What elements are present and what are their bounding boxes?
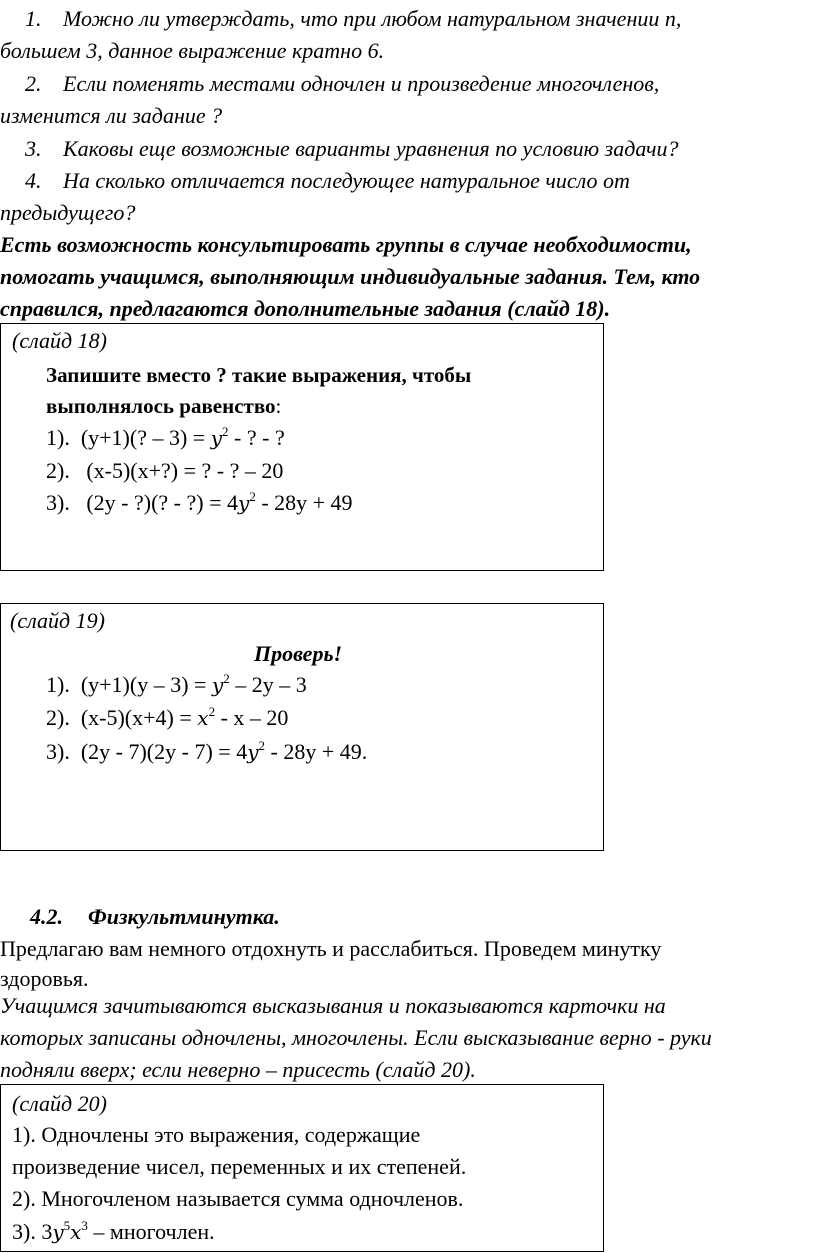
section-heading: 4.2. Физкультминутка. [30, 904, 280, 929]
slide-19-title: Проверь! [254, 641, 343, 666]
question-3-line1: 3. Каковы еще возможные варианты уравнения по условию задачи? [25, 136, 679, 161]
consult-text-line3: справился, предлагаются дополнительные задания (слайд 18). [0, 296, 611, 321]
slide-18-heading-line1: Запишите вместо ? такие выражения, чтобы [46, 363, 472, 387]
slide-19-label: (слайд 19) [10, 608, 105, 633]
slide-20-box [0, 1084, 604, 1252]
slide-19-item-3: 3). $(2y - 7)(2y - 7) = 4y^2 - 28y + 49$. [46, 738, 368, 764]
slide-19-item-1: 1). $(y+1)(y - 3) = y^2 - 2y - 3$ [46, 671, 307, 697]
instruction-text-line2: которых записаны одночлены, многочлены. Если высказывание верно - руки [0, 1025, 712, 1050]
rest-text-line2: здоровья. [0, 966, 89, 991]
question-2-line2: изменится ли задание ? [0, 103, 223, 128]
slide-20-item-3: 3). $3y^5x^3$ – многочлен. [12, 1218, 215, 1244]
question-1-line2: большем 3, данное выражение кратно 6. [0, 38, 385, 63]
slide-19-box [0, 603, 604, 851]
slide-20-item-1-line1: 1). Одночлены это выражения, содержащие [12, 1122, 421, 1147]
slide-20-item-1-line2: произведение чисел, переменных и их степеней. [12, 1154, 467, 1179]
slide-20-label: (слайд 20) [12, 1091, 107, 1116]
consult-text-line2: помогать учащимся, выполняющим индивидуальные задания. Тем, кто [0, 264, 701, 289]
slide-18-item-1: 1). (y+1)(? – $3) = y^2$ - ? - ? [46, 424, 285, 450]
slide-18-box [0, 323, 604, 571]
slide-18-item-2: 2). (x-5)(x+?) = ? - ? – 20 [46, 458, 284, 483]
slide-20-item-2: 2). Многочленом называется сумма одночленов. [12, 1186, 464, 1211]
slide-18-label: (слайд 18) [12, 328, 107, 353]
slide-18-heading-line2: выполнялось равенство: [46, 394, 282, 418]
question-2-line1: 2. Если поменять местами одночлен и произведение многочленов, [25, 71, 660, 96]
question-1-line1: 1. Можно ли утверждать, что при любом натуральном значении n, [25, 6, 682, 31]
rest-text-line1: Предлагаю вам немного отдохнуть и расслабиться. Проведем минутку [0, 936, 662, 961]
consult-text-line1: Есть возможность консультировать группы в случае необходимости, [0, 232, 692, 257]
question-4-line2: предыдущего? [0, 200, 136, 225]
instruction-text-line1: Учащимся зачитываются высказывания и показываются карточки на [0, 993, 666, 1018]
slide-18-item-3: 3). (2y - ?)(? - ?) = $4y^2 - 28y + 49$ [46, 489, 353, 515]
question-4-line1: 4. На сколько отличается последующее натуральное число от [25, 168, 630, 193]
slide-19-item-2: 2). $(x-5)(x+4) = x^2 - x - 20$ [46, 704, 289, 730]
instruction-text-line3: подняли вверх; если неверно – присесть (слайд 20). [0, 1057, 476, 1082]
